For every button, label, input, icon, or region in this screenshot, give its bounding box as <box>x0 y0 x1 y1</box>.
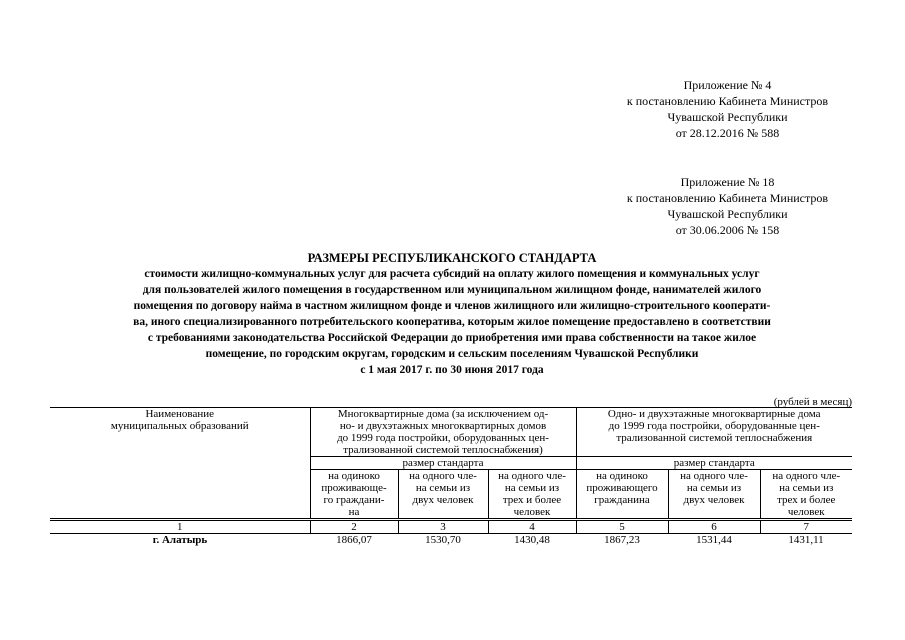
header-municipality: Наименование муниципальных образований <box>50 408 310 520</box>
header-group-multistorey: Многоквартирные дома (за исключением од- но- и двухэтажных многоквартирных домов до 1999 года постройки, оборудованных цен- трализованной системой теплоснабжения) <box>310 408 576 457</box>
column-number: 6 <box>668 520 760 534</box>
title-main: РАЗМЕРЫ РЕСПУБЛИКАНСКОГО СТАНДАРТА <box>307 251 597 265</box>
appendix-18-block <box>560 174 895 238</box>
header-family-of-three-b: на одного чле- на семьи из трех и более человек <box>760 470 852 520</box>
row-value: 1866,07 <box>336 534 372 546</box>
document-title <box>52 250 852 378</box>
column-number: 3 <box>398 520 488 534</box>
appendix-18-line3: Чувашской Республики <box>667 207 788 221</box>
column-number: 2 <box>310 520 398 534</box>
appendix-4-block <box>560 77 895 141</box>
column-number: 4 <box>488 520 576 534</box>
standards-table <box>50 407 852 546</box>
header-single-resident-a: на одиноко проживающе- го граждани- на <box>310 470 398 520</box>
column-number-row <box>50 520 852 534</box>
header-family-of-three-a: на одного чле- на семьи из трех и более человек <box>488 470 576 520</box>
header-standard-size-a: размер стандарта <box>310 457 576 470</box>
header-group-lowrise: Одно- и двухэтажные многоквартирные дома до 1999 года постройки, оборудованные цен- трализованной системой теплоснабжения <box>576 408 852 457</box>
title-period: с 1 мая 2017 г. по 30 июня 2017 года <box>360 364 544 376</box>
appendix-4-title: Приложение № 4 <box>683 78 772 92</box>
column-number: 1 <box>50 520 310 534</box>
header-single-resident-b: на одиноко проживающего гражданина <box>576 470 668 520</box>
column-number: 7 <box>760 520 852 534</box>
appendix-18-title: Приложение № 18 <box>680 175 775 189</box>
title-line: с требованиями законодательства Российской Федерации до приобретения ими права собственности на такое жилое <box>147 332 757 344</box>
row-value: 1431,11 <box>788 534 824 546</box>
appendix-18-line2: к постановлению Кабинета Министров <box>626 191 829 205</box>
title-line: помещения по договору найма в частном жилищном фонде и членов жилищного или жилищно-строительного кооперати- <box>133 300 771 312</box>
row-value: 1530,70 <box>425 534 461 546</box>
title-line: стоимости жилищно-коммунальных услуг для расчета субсидий на оплату жилого помещения и коммунальных услуг <box>144 268 760 280</box>
units-label: (рублей в месяц) <box>773 396 852 408</box>
row-value: 1531,44 <box>696 534 732 546</box>
row-value: 1867,23 <box>604 534 640 546</box>
table-row <box>50 534 852 547</box>
appendix-18-date: от 30.06.2006 № 158 <box>675 223 780 237</box>
header-family-of-two-b: на одного чле- на семьи из двух человек <box>668 470 760 520</box>
row-municipality-name: г. Алатырь <box>152 534 208 546</box>
appendix-4-line2: к постановлению Кабинета Министров <box>626 94 829 108</box>
title-line: для пользователей жилого помещения в государственном или муниципальном жилищном фонде, нанимателей жилого <box>142 284 762 296</box>
title-line: помещение, по городским округам, городским и сельским поселениям Чувашской Республики <box>205 348 699 360</box>
row-value: 1430,48 <box>514 534 550 546</box>
appendix-4-line3: Чувашской Республики <box>667 110 788 124</box>
appendix-4-date: от 28.12.2016 № 588 <box>675 126 780 140</box>
header-family-of-two-a: на одного чле- на семьи из двух человек <box>398 470 488 520</box>
header-standard-size-b: размер стандарта <box>576 457 852 470</box>
column-number: 5 <box>576 520 668 534</box>
title-line: ва, иного специализированного потребительского кооператива, которым жилое помещение предоставлено в соответствии <box>133 316 771 328</box>
